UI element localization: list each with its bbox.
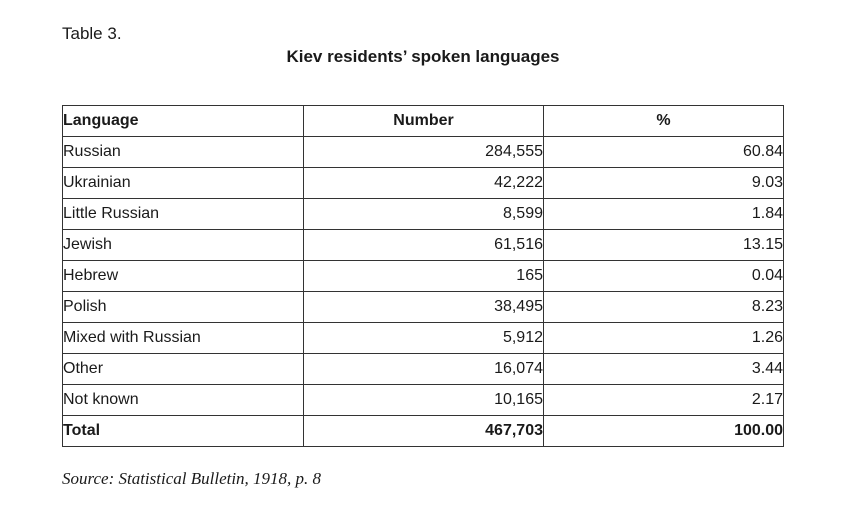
table-title: Kiev residents’ spoken languages <box>286 47 560 66</box>
cell-language: Jewish <box>63 230 304 261</box>
table-row <box>63 199 784 230</box>
table-row <box>63 292 784 323</box>
cell-percent: 60.84 <box>544 137 784 168</box>
cell-percent: 13.15 <box>544 230 784 261</box>
cell-language: Polish <box>63 292 304 323</box>
cell-percent: 2.17 <box>544 385 784 416</box>
cell-language: Hebrew <box>63 261 304 292</box>
cell-percent: 1.84 <box>544 199 784 230</box>
cell-language: Not known <box>63 385 304 416</box>
total-row <box>63 416 784 447</box>
cell-number: 10,165 <box>304 385 544 416</box>
total-label: Total <box>63 416 304 447</box>
table-row <box>63 323 784 354</box>
header-language: Language <box>63 106 304 137</box>
cell-language: Mixed with Russian <box>63 323 304 354</box>
source-note: Source: Statistical Bulletin, 1918, p. 8 <box>62 469 322 488</box>
cell-number: 61,516 <box>304 230 544 261</box>
cell-language: Russian <box>63 137 304 168</box>
table-row <box>63 354 784 385</box>
cell-percent: 3.44 <box>544 354 784 385</box>
total-percent: 100.00 <box>544 416 784 447</box>
table-label: Table 3. <box>62 24 122 43</box>
cell-percent: 8.23 <box>544 292 784 323</box>
total-number: 467,703 <box>304 416 544 447</box>
cell-percent: 1.26 <box>544 323 784 354</box>
cell-number: 8,599 <box>304 199 544 230</box>
cell-percent: 9.03 <box>544 168 784 199</box>
table-row <box>63 230 784 261</box>
cell-number: 42,222 <box>304 168 544 199</box>
cell-number: 5,912 <box>304 323 544 354</box>
cell-number: 16,074 <box>304 354 544 385</box>
table-row <box>63 385 784 416</box>
cell-number: 38,495 <box>304 292 544 323</box>
cell-number: 284,555 <box>304 137 544 168</box>
cell-percent: 0.04 <box>544 261 784 292</box>
header-percent: % <box>544 106 784 137</box>
table-header-row <box>63 106 784 137</box>
languages-table <box>62 105 784 447</box>
cell-number: 165 <box>304 261 544 292</box>
cell-language: Other <box>63 354 304 385</box>
table-row <box>63 168 784 199</box>
header-number: Number <box>304 106 544 137</box>
table-row <box>63 137 784 168</box>
table-row <box>63 261 784 292</box>
cell-language: Little Russian <box>63 199 304 230</box>
cell-language: Ukrainian <box>63 168 304 199</box>
